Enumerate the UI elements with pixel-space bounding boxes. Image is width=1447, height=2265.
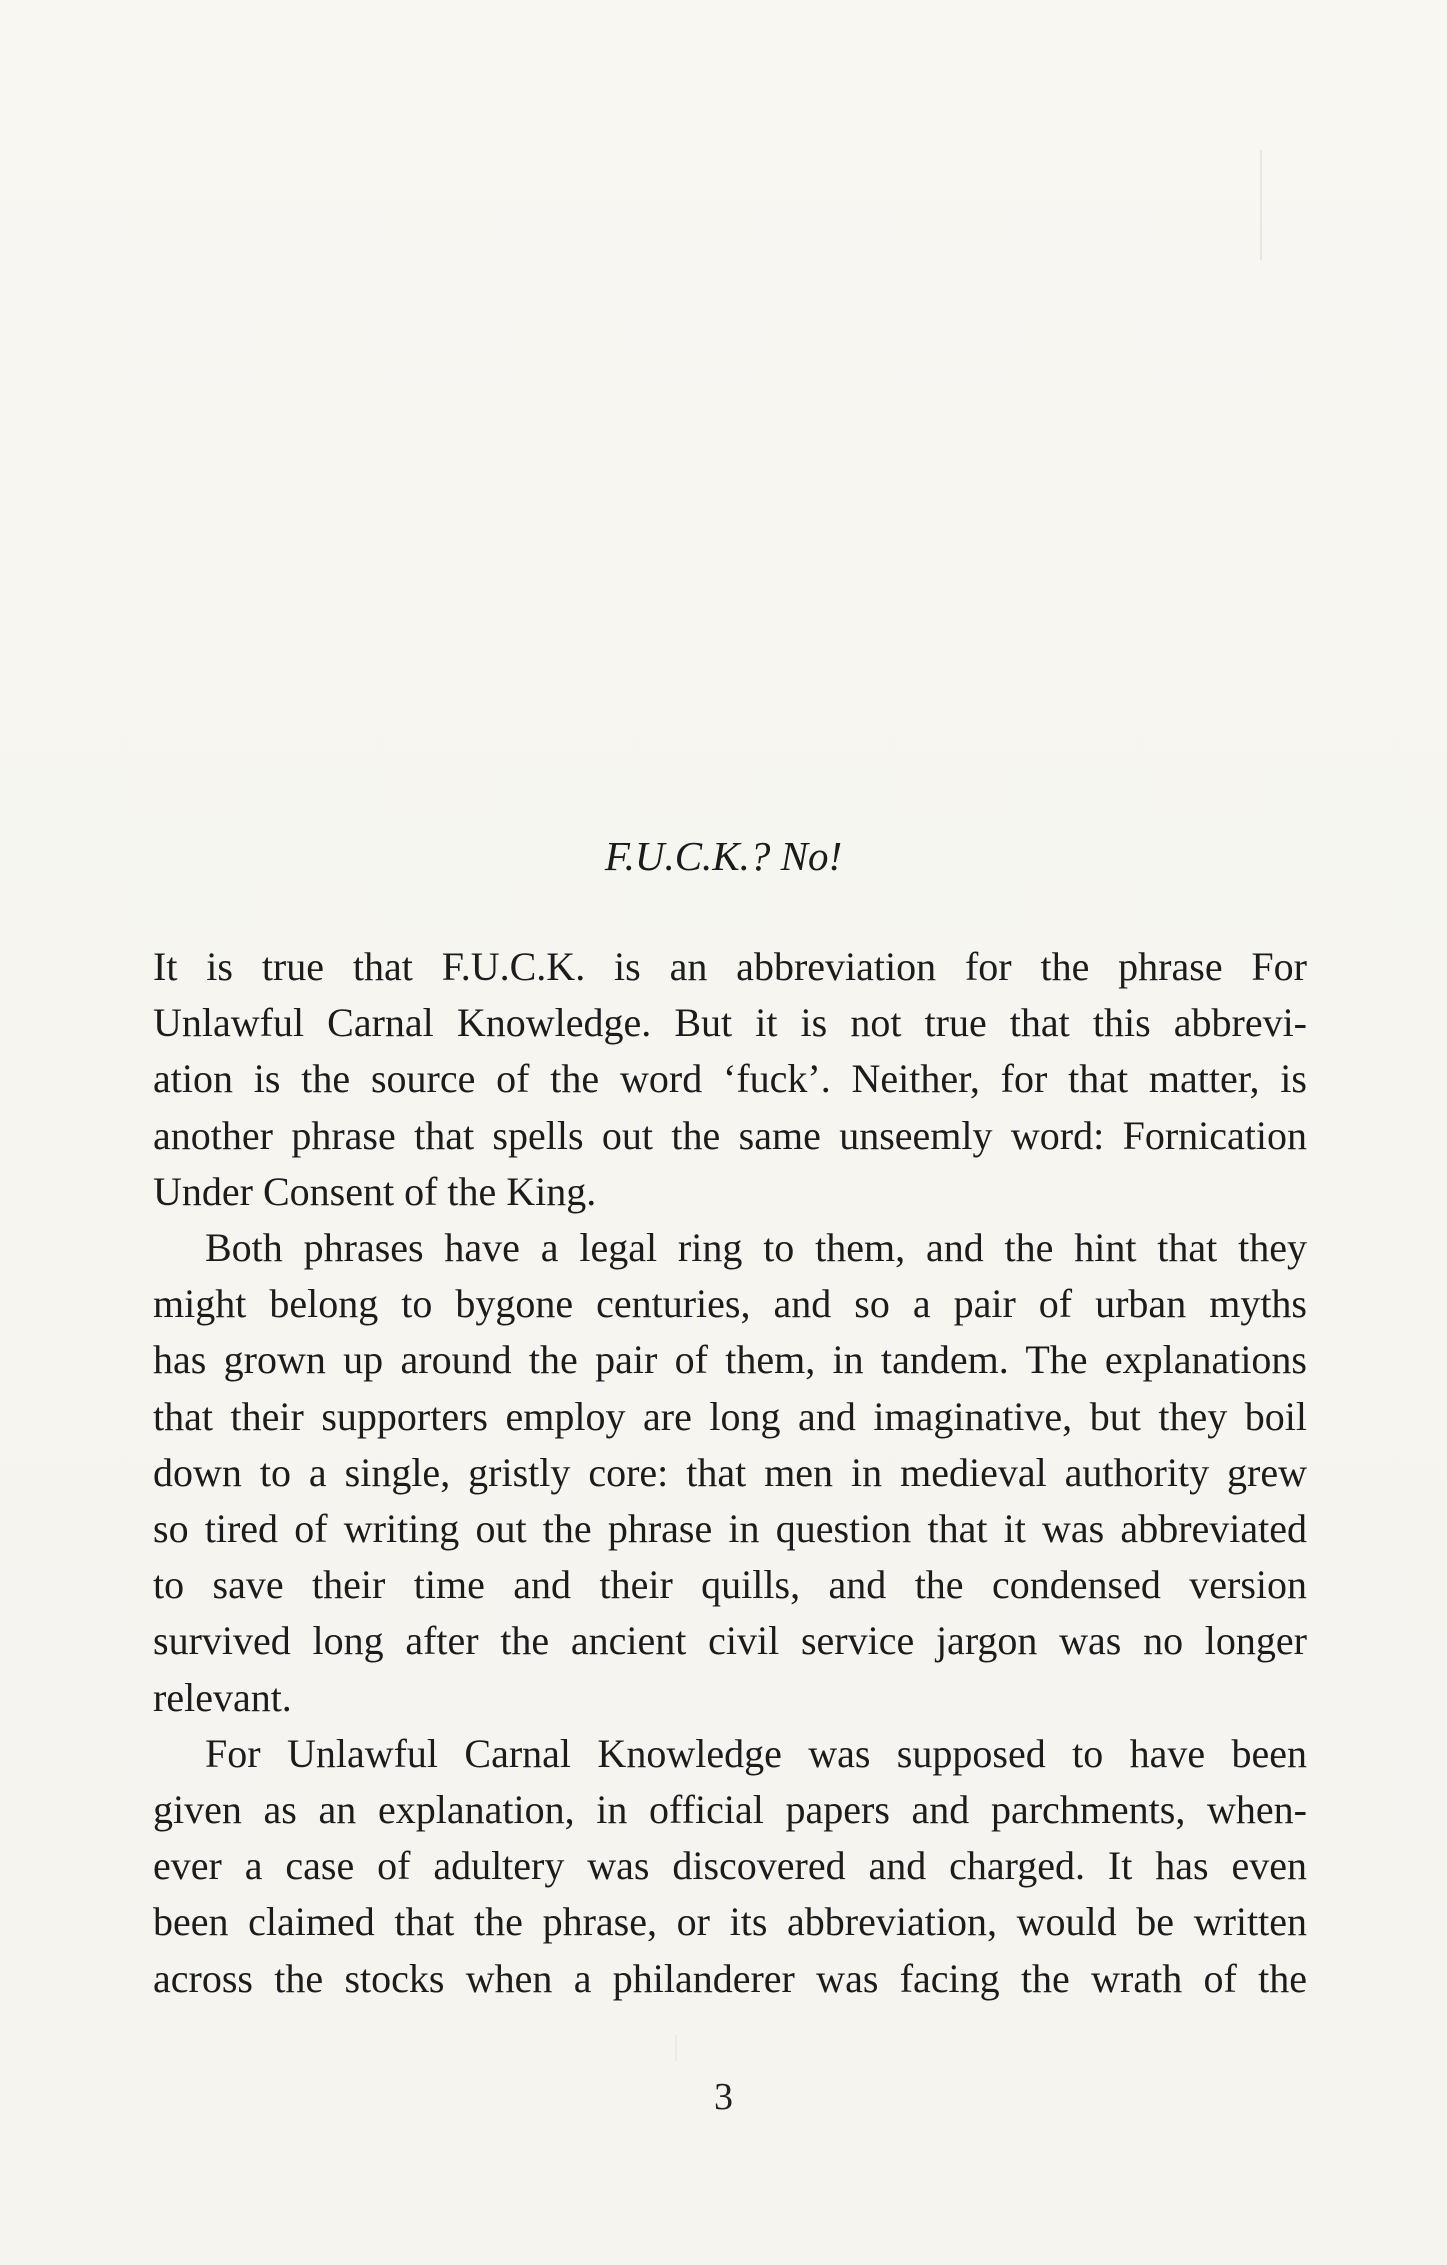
paragraph-2 — [153, 1220, 1307, 1726]
text-line: relevant. — [153, 1674, 292, 1720]
text-line: Both phrases have a legal ring to them, and the hint that they — [205, 1225, 1307, 1271]
text-line: has grown up around the pair of them, in tandem. The explanations — [153, 1337, 1307, 1383]
text-line: ation is the source of the word ‘fuck’. Neither, for that matter, is — [153, 1056, 1307, 1102]
text-line: another phrase that spells out the same unseemly word: Fornication — [153, 1112, 1307, 1158]
page-number: 3 — [714, 2076, 733, 2118]
text-line: Under Consent of the King. — [153, 1168, 597, 1214]
text-line: so tired of writing out the phrase in question that it was abbreviated — [153, 1506, 1307, 1552]
text-line: Unlawful Carnal Knowledge. But it is not true that this abbrevi- — [153, 1000, 1307, 1046]
text-line: across the stocks when a philanderer was facing the wrath of the — [153, 1955, 1307, 2001]
text-line: been claimed that the phrase, or its abbreviation, would be written — [153, 1899, 1307, 1945]
text-line: ever a case of adultery was discovered and charged. It has even — [153, 1843, 1307, 1889]
text-line: that their supporters employ are long and imaginative, but they boil — [153, 1393, 1307, 1439]
scan-artifact-line — [675, 2035, 677, 2061]
text-line: It is true that F.U.C.K. is an abbreviation for the phrase For — [153, 944, 1307, 989]
text-line: to save their time and their quills, and the condensed version — [153, 1562, 1307, 1608]
scan-artifact-line — [1260, 150, 1262, 260]
text-line: might belong to bygone centuries, and so a pair of urban myths — [153, 1281, 1307, 1327]
body-text — [153, 939, 1307, 2007]
chapter-title: F.U.C.K.? No! — [604, 833, 843, 879]
paragraph-3 — [153, 1726, 1307, 2007]
text-line: survived long after the ancient civil service jargon was no longer — [153, 1618, 1307, 1664]
text-line: For Unlawful Carnal Knowledge was supposed to have been — [205, 1730, 1307, 1776]
paragraph-1 — [153, 939, 1307, 1220]
text-line: given as an explanation, in official papers and parchments, when- — [153, 1787, 1307, 1833]
text-line: down to a single, gristly core: that men in medieval authority grew — [153, 1449, 1307, 1495]
